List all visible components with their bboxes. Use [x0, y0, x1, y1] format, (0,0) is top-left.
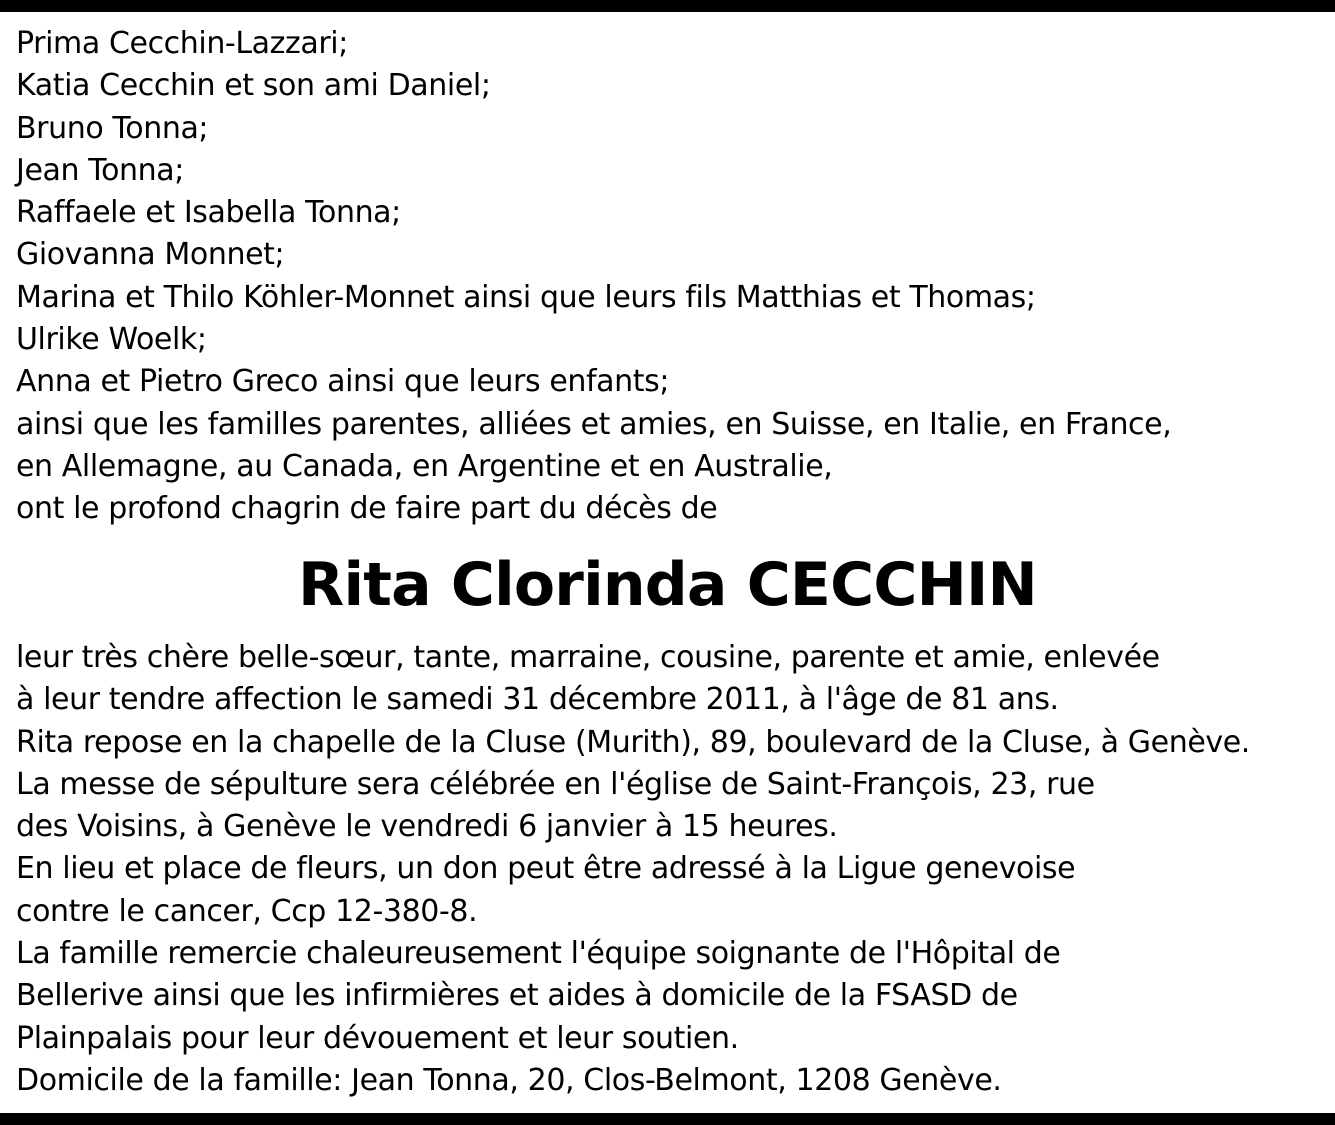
family-list: [16, 23, 1326, 531]
body-line: Bellerive ainsi que les infirmières et aides à domicile de la FSASD de: [16, 978, 1018, 1014]
body-line: La famille remercie chaleureusement l'équipe soignante de l'Hôpital de: [16, 936, 1061, 972]
family-line: Ulrike Woelk;: [16, 322, 207, 358]
body-line: leur très chère belle-sœur, tante, marraine, cousine, parente et amie, enlevée: [16, 640, 1160, 675]
family-line: Raffaele et Isabella Tonna;: [16, 195, 401, 231]
deceased-name: Rita Clorinda CECCHIN: [298, 550, 1037, 620]
family-line: Jean Tonna;: [16, 152, 184, 188]
body-line: Rita repose en la chapelle de la Cluse (Murith), 89, boulevard de la Cluse, à Genève.: [16, 724, 1250, 760]
family-line: Katia Cecchin et son ami Daniel;: [16, 68, 491, 104]
body-line: Plainpalais pour leur dévouement et leur soutien.: [16, 1020, 739, 1056]
body-line: En lieu et place de fleurs, un don peut être adressé à la Ligue genevoise: [16, 851, 1076, 887]
announcement-line: ont le profond chagrin de faire part du décès de: [16, 491, 718, 527]
notice-body: [16, 637, 1326, 1102]
body-line: des Voisins, à Genève le vendredi 6 janvier à 15 heures.: [16, 809, 838, 845]
family-line: Prima Cecchin-Lazzari;: [16, 26, 348, 61]
body-line: contre le cancer, Ccp 12-380-8.: [16, 893, 478, 929]
body-line: à leur tendre affection le samedi 31 décembre 2011, à l'âge de 81 ans.: [16, 682, 1059, 718]
family-line: en Allemagne, au Canada, en Argentine et en Australie,: [16, 448, 833, 484]
family-line: Anna et Pietro Greco ainsi que leurs enfants;: [16, 364, 670, 400]
family-line: Bruno Tonna;: [16, 110, 209, 146]
family-line: ainsi que les familles parentes, alliées et amies, en Suisse, en Italie, en France,: [16, 406, 1172, 442]
top-border-rule: [0, 0, 1335, 12]
family-line: Giovanna Monnet;: [16, 237, 285, 273]
bottom-border-rule: [0, 1113, 1335, 1125]
body-line: La messe de sépulture sera célébrée en l'église de Saint-François, 23, rue: [16, 766, 1095, 802]
address-line: Domicile de la famille: Jean Tonna, 20, Clos-Belmont, 1208 Genève.: [16, 1062, 1002, 1098]
family-line: Marina et Thilo Köhler-Monnet ainsi que leurs fils Matthias et Thomas;: [16, 279, 1036, 315]
